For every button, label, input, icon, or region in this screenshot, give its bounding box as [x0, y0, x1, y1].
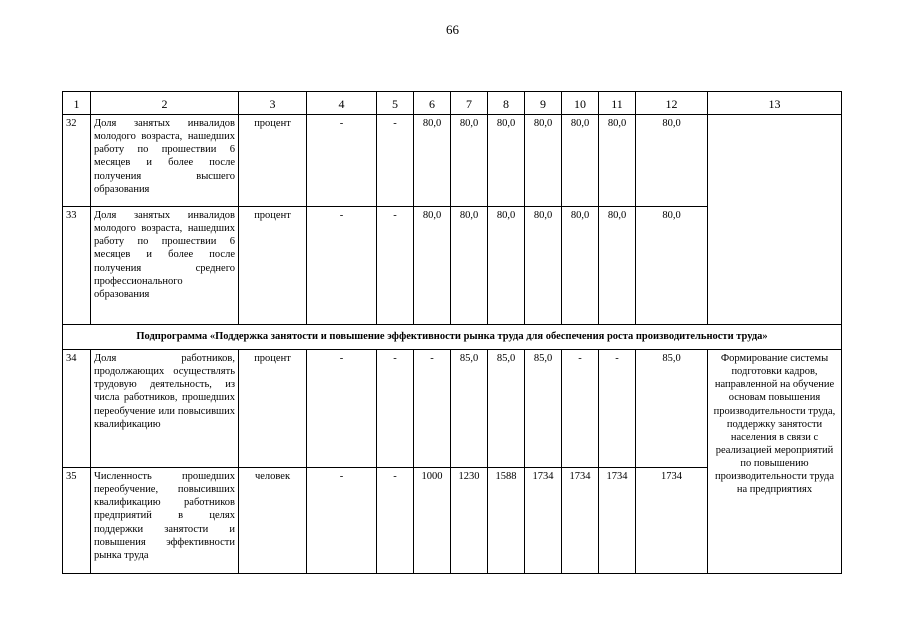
page-number: 66: [446, 22, 459, 37]
row-number: 34: [63, 350, 91, 468]
value-cell: 80,0: [636, 115, 708, 207]
unit: человек: [239, 468, 307, 574]
header-cell: 13: [708, 92, 842, 115]
value-cell: 80,0: [599, 115, 636, 207]
header-cell: 9: [525, 92, 562, 115]
value-cell: 80,0: [562, 207, 599, 325]
description-cell: Формирование системы подготовки кадров, направленной на обучение основам повышения производительности труда, поддержку занятости населения в связи с реализацией мероприятий по повышению производительности труда на предприятиях: [708, 350, 842, 574]
value-cell: 1734: [599, 468, 636, 574]
table-row: [63, 350, 842, 468]
header-cell: 6: [414, 92, 451, 115]
value-cell: 80,0: [488, 207, 525, 325]
value-cell: 85,0: [488, 350, 525, 468]
indicator-name: Доля занятых инвалидов молодого возраста, нашедших работу по прошествии 6 месяцев и более после получения высшего образования: [91, 115, 239, 207]
value-cell: 85,0: [525, 350, 562, 468]
row-number: 33: [63, 207, 91, 325]
value-cell: 80,0: [451, 115, 488, 207]
indicator-name: Доля занятых инвалидов молодого возраста, нашедших работу по прошествии 6 месяцев и более после получения среднего профессионального образования: [91, 207, 239, 325]
value-cell: 1734: [636, 468, 708, 574]
description-cell: [708, 115, 842, 325]
value-cell: 1000: [414, 468, 451, 574]
value-cell: 80,0: [414, 115, 451, 207]
header-cell: 5: [377, 92, 414, 115]
header-cell: 1: [63, 92, 91, 115]
header-cell: 11: [599, 92, 636, 115]
indicator-name: Доля работников, продолжающих осуществлять трудовую деятельность, из числа работников, прошедших переобучение или повысивших квалификацию: [91, 350, 239, 468]
subprogram-row: [63, 325, 842, 350]
value-cell: 85,0: [636, 350, 708, 468]
unit: процент: [239, 207, 307, 325]
value-cell: 80,0: [451, 207, 488, 325]
row-number: 32: [63, 115, 91, 207]
unit: процент: [239, 115, 307, 207]
header-cell: 7: [451, 92, 488, 115]
value-cell: -: [377, 207, 414, 325]
value-cell: 85,0: [451, 350, 488, 468]
value-cell: -: [377, 115, 414, 207]
header-cell: 2: [91, 92, 239, 115]
table-row: [63, 115, 842, 207]
value-cell: 80,0: [562, 115, 599, 207]
value-cell: 80,0: [636, 207, 708, 325]
unit: процент: [239, 350, 307, 468]
indicator-name: Численность прошедших переобучение, повысивших квалификацию работников предприятий в целях поддержки занятости и повышения эффективности рынка труда: [91, 468, 239, 574]
header-cell: 8: [488, 92, 525, 115]
table-header-row: [63, 92, 842, 115]
value-cell: -: [307, 115, 377, 207]
header-cell: 10: [562, 92, 599, 115]
value-cell: -: [377, 468, 414, 574]
value-cell: -: [599, 350, 636, 468]
value-cell: 1734: [525, 468, 562, 574]
value-cell: 80,0: [414, 207, 451, 325]
value-cell: -: [307, 350, 377, 468]
value-cell: -: [307, 207, 377, 325]
row-number: 35: [63, 468, 91, 574]
value-cell: 1734: [562, 468, 599, 574]
header-cell: 4: [307, 92, 377, 115]
value-cell: -: [414, 350, 451, 468]
subprogram-title: Подпрограмма «Поддержка занятости и повышение эффективности рынка труда для обеспечения роста производительности труда»: [63, 325, 842, 350]
header-cell: 12: [636, 92, 708, 115]
value-cell: 80,0: [599, 207, 636, 325]
value-cell: -: [562, 350, 599, 468]
value-cell: -: [307, 468, 377, 574]
value-cell: 1588: [488, 468, 525, 574]
value-cell: 80,0: [525, 207, 562, 325]
value-cell: 1230: [451, 468, 488, 574]
value-cell: -: [377, 350, 414, 468]
indicators-table: [62, 91, 842, 574]
header-cell: 3: [239, 92, 307, 115]
value-cell: 80,0: [525, 115, 562, 207]
value-cell: 80,0: [488, 115, 525, 207]
